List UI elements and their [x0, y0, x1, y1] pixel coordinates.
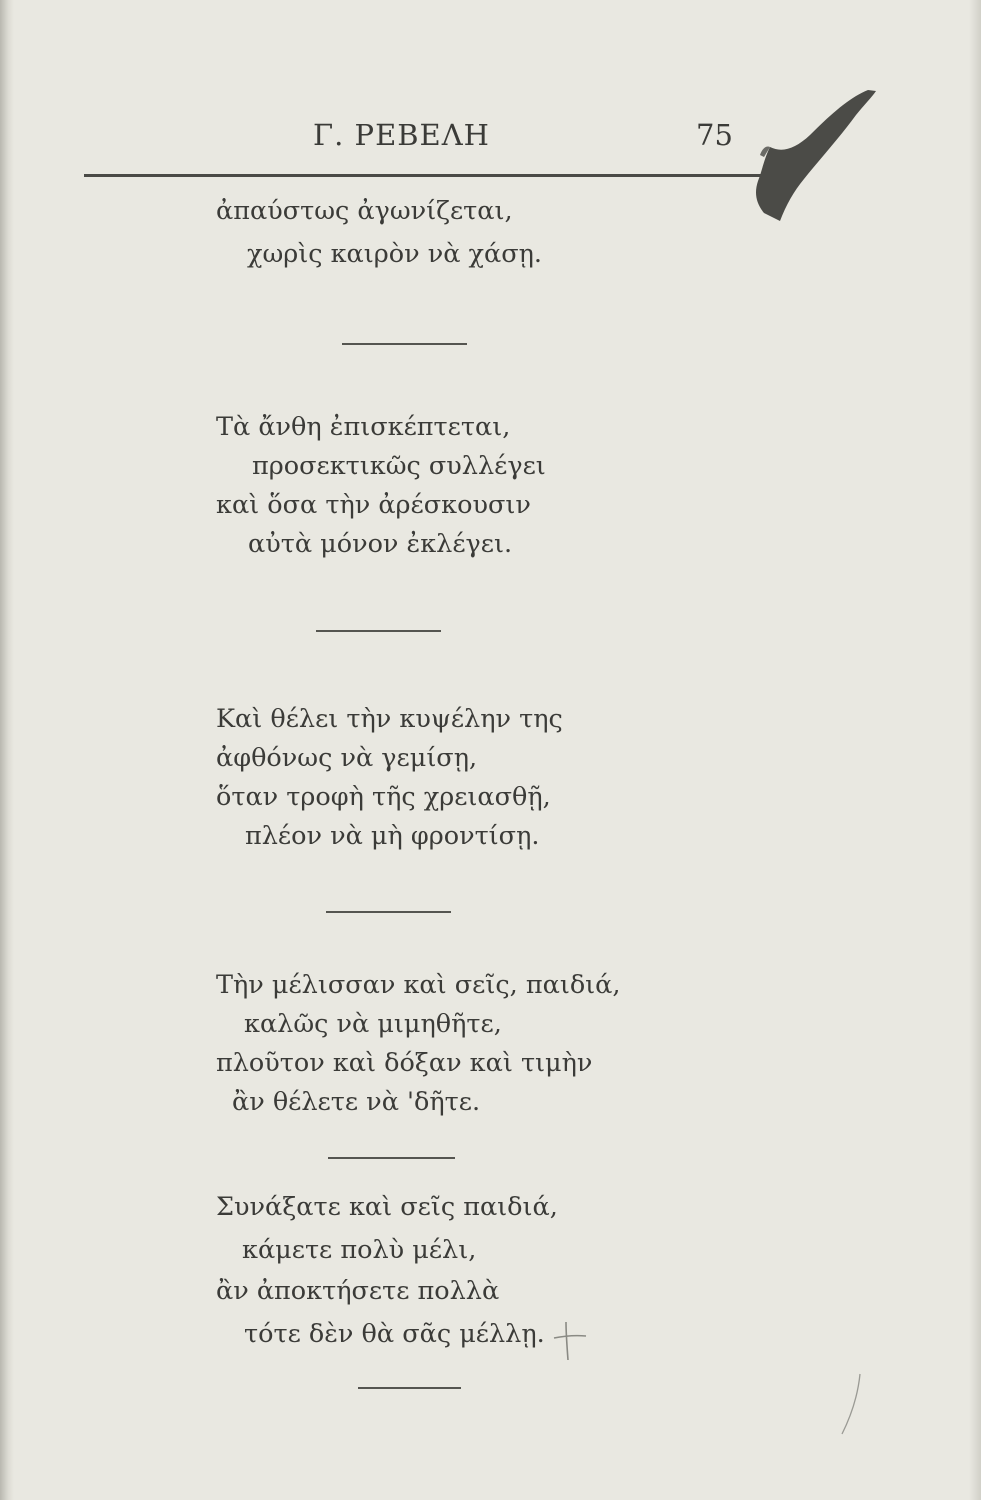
poem-line: προσεκτικῶς συλλέγει — [252, 451, 546, 481]
poem-line: πλοῦτον καὶ δόξαν καὶ τιμὴν — [216, 1048, 593, 1078]
stanza-4 — [216, 966, 621, 1122]
stanza-divider — [342, 343, 467, 345]
poem-line: Καὶ θέλει τὴν κυψέλην της — [216, 704, 563, 734]
poem-line: ἂν ἀποκτήσετε πολλὰ — [216, 1276, 500, 1306]
pencil-stroke-mark — [838, 1370, 868, 1440]
page-binding-shadow — [0, 0, 14, 1500]
poem-line: ὅταν τροφὴ τῆς χρειασθῇ, — [216, 782, 551, 812]
poem-line: ἀπαύστως ἀγωνίζεται, — [216, 196, 513, 226]
page-number: 75 — [696, 118, 733, 152]
poem-line: χωρὶς καιρὸν νὰ χάσῃ. — [247, 239, 543, 269]
poem-line: κάμετε πολὺ μέλι, — [242, 1235, 477, 1265]
page-edge-shadow — [969, 0, 981, 1500]
stanza-divider — [358, 1387, 461, 1389]
header-rule — [84, 174, 764, 177]
torn-paper-damage — [740, 85, 880, 235]
poem-line: καλῶς νὰ μιμηθῆτε, — [244, 1009, 502, 1039]
stanza-5 — [216, 1188, 558, 1349]
stanza-3 — [216, 700, 563, 856]
stanza-divider — [316, 630, 441, 632]
stanza-divider — [326, 911, 451, 913]
stanza-2 — [216, 408, 546, 564]
poem-line: τότε δὲν θὰ σᾶς μέλλῃ. — [244, 1319, 545, 1349]
running-header-author: Γ. ΡΕΒΕΛΗ — [313, 118, 490, 152]
poem-line: καὶ ὅσα τὴν ἀρέσκουσιν — [216, 490, 531, 520]
stanza-1 — [216, 192, 543, 270]
poem-line: Συνάξατε καὶ σεῖς παιδιά, — [216, 1192, 558, 1222]
poem-line: Τὰ ἄνθη ἐπισκέπτεται, — [216, 412, 511, 442]
stanza-divider — [328, 1157, 455, 1159]
pencil-cross-mark — [552, 1318, 592, 1364]
poem-line: ἀφθόνως νὰ γεμίσῃ, — [216, 743, 478, 773]
poem-line: ἂν θέλετε νὰ 'δῆτε. — [232, 1087, 481, 1117]
poem-line: πλέον νὰ μὴ φροντίσῃ. — [245, 821, 540, 851]
poem-line: Τὴν μέλισσαν καὶ σεῖς, παιδιά, — [216, 970, 621, 1000]
poem-line: αὐτὰ μόνον ἐκλέγει. — [248, 529, 513, 559]
